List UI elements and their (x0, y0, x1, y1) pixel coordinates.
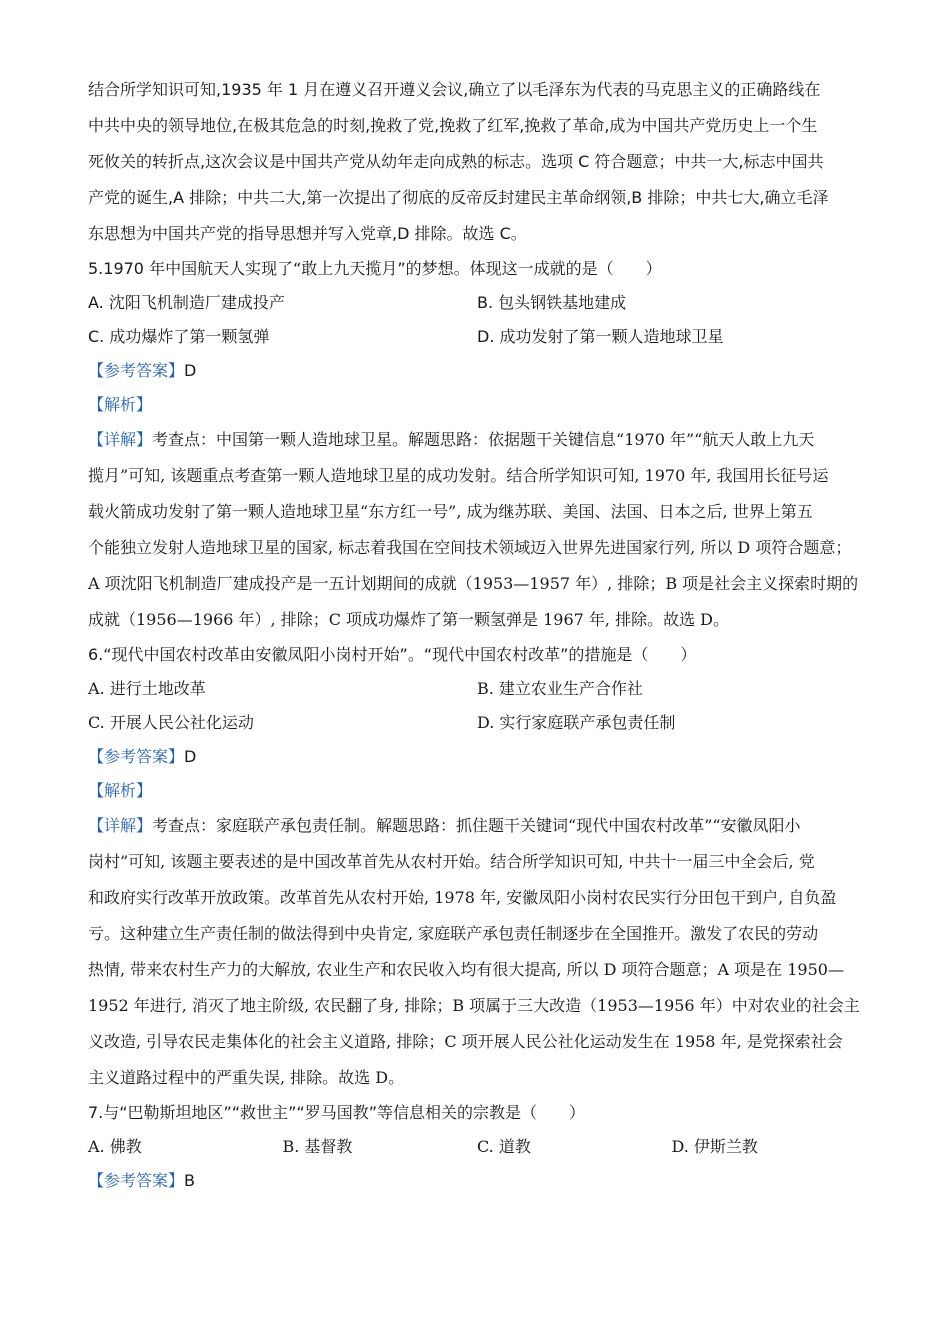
option-c: C. 成功爆炸了第一颗氢弹 (88, 327, 270, 346)
detail-block (88, 422, 866, 638)
text-line: 主义道路过程中的严重失误, 排除。故选 D。 (88, 1068, 405, 1087)
text-line (88, 422, 866, 458)
analysis-row (88, 388, 866, 422)
text-line: 1952 年进行, 消灭了地主阶级, 农民翻了身, 排除；B 项属于三大改造（1953—1956 年）中对农业的社会主 (88, 996, 860, 1015)
answer-value: B (184, 1171, 195, 1190)
text-line: 中共中央的领导地位,在极其危急的时刻,挽救了党,挽救了红军,挽救了革命,成为中国共产党历史上一个生 (88, 116, 818, 135)
question-7 (88, 1096, 866, 1198)
answer-row (88, 354, 866, 388)
option-a: A. 进行土地改革 (88, 679, 206, 698)
detail-text: 考查点：家庭联产承包责任制。解题思路：抓住题干关键词“现代中国农村改革”“安徽凤阳小 (152, 816, 801, 835)
text-line: 东思想为中国共产党的指导思想并写入党章,D 排除。故选 C。 (88, 224, 527, 243)
text-line: 成就（1956—1966 年）, 排除；C 项成功爆炸了第一颗氢弹是 1967 年, 排除。故选 D。 (88, 610, 730, 629)
options-row (88, 672, 866, 706)
detail-tag: 【详解】 (88, 816, 153, 835)
question-5 (88, 252, 866, 638)
option-b: B. 基督教 (282, 1137, 353, 1156)
question-title: 5.1970 年中国航天人实现了“敢上九天揽月”的梦想。体现这一成就的是（ ） (88, 259, 662, 278)
text-line: 岗村”可知, 该题主要表述的是中国改革首先从农村开始。结合所学知识可知, 中共十一届三中全会后, 党 (88, 852, 815, 871)
text-line: 亏。这种建立生产责任制的做法得到中央肯定, 家庭联产承包责任制逐步在全国推开。激发了农民的劳动 (88, 924, 819, 943)
text-line: 义改造, 引导农民走集体化的社会主义道路, 排除；C 项开展人民公社化运动发生在 1958 年, 是党探索社会 (88, 1032, 843, 1051)
text-line: 个能独立发射人造地球卫星的国家, 标志着我国在空间技术领域迈入世界先进国家行列, 所以 D 项符合题意； (88, 538, 852, 557)
document-page (88, 72, 866, 1198)
option-d: D. 实行家庭联产承包责任制 (477, 713, 676, 732)
options-row (88, 320, 866, 354)
question-title: 7.与“巴勒斯坦地区”“救世主”“罗马国教”等信息相关的宗教是（ ） (88, 1103, 586, 1122)
option-b: B. 建立农业生产合作社 (477, 679, 643, 698)
option-d: D. 成功发射了第一颗人造地球卫星 (477, 327, 724, 346)
detail-text: 考查点：中国第一颗人造地球卫星。解题思路：依据题干关键信息“1970 年”“航天人敢上九天 (152, 430, 815, 449)
answer-value: D (184, 747, 197, 766)
options-row (88, 286, 866, 320)
analysis-row (88, 774, 866, 808)
text-line: 揽月”可知, 该题重点考查第一颗人造地球卫星的成功发射。结合所学知识可知, 1970 年, 我国用长征号运 (88, 466, 829, 485)
text-line: 死攸关的转折点,这次会议是中国共产党从幼年走向成熟的标志。选项 C 符合题意；中共一大,标志中国共 (88, 152, 824, 171)
text-line: 结合所学知识可知,1935 年 1 月在遵义召开遵义会议,确立了以毛泽东为代表的马克思主义的正确路线在 (88, 80, 821, 99)
text-line: A 项沈阳飞机制造厂建成投产是一五计划期间的成就（1953—1957 年）, 排除；B 项是社会主义探索时期的 (88, 574, 859, 593)
detail-block (88, 808, 866, 1096)
analysis-tag: 【解析】 (88, 781, 153, 800)
option-c: C. 开展人民公社化运动 (88, 713, 254, 732)
q4-analysis-tail (88, 72, 866, 252)
analysis-tag: 【解析】 (88, 395, 153, 414)
text-line: 和政府实行改革开放政策。改革首先从农村开始, 1978 年, 安徽凤阳小岗村农民实行分田包干到户, 自负盈 (88, 888, 837, 907)
answer-row (88, 740, 866, 774)
options-row (88, 706, 866, 740)
answer-tag: 【参考答案】 (88, 1171, 185, 1190)
detail-tag: 【详解】 (88, 430, 153, 449)
option-c: C. 道教 (477, 1137, 531, 1156)
option-a: A. 沈阳飞机制造厂建成投产 (88, 293, 285, 312)
text-line: 产党的诞生,A 排除；中共二大,第一次提出了彻底的反帝反封建民主革命纲领,B 排除；中共七大,确立毛泽 (88, 188, 829, 207)
answer-row (88, 1164, 866, 1198)
options-row (88, 1130, 866, 1164)
question-title: 6.“现代中国农村改革由安徽凤阳小岗村开始”。“现代中国农村改革”的措施是（ ） (88, 645, 697, 664)
answer-value: D (184, 361, 197, 380)
option-d: D. 伊斯兰教 (671, 1137, 758, 1156)
text-line: 热情, 带来农村生产力的大解放, 农业生产和农民收入均有很大提高, 所以 D 项符合题意；A 项是在 1950— (88, 960, 844, 979)
question-6 (88, 638, 866, 1096)
answer-tag: 【参考答案】 (88, 361, 185, 380)
answer-tag: 【参考答案】 (88, 747, 185, 766)
option-b: B. 包头钢铁基地建成 (477, 293, 627, 312)
option-a: A. 佛教 (88, 1137, 142, 1156)
text-line: 载火箭成功发射了第一颗人造地球卫星“东方红一号”, 成为继苏联、美国、法国、日本之后, 世界上第五 (88, 502, 813, 521)
text-line (88, 808, 866, 844)
